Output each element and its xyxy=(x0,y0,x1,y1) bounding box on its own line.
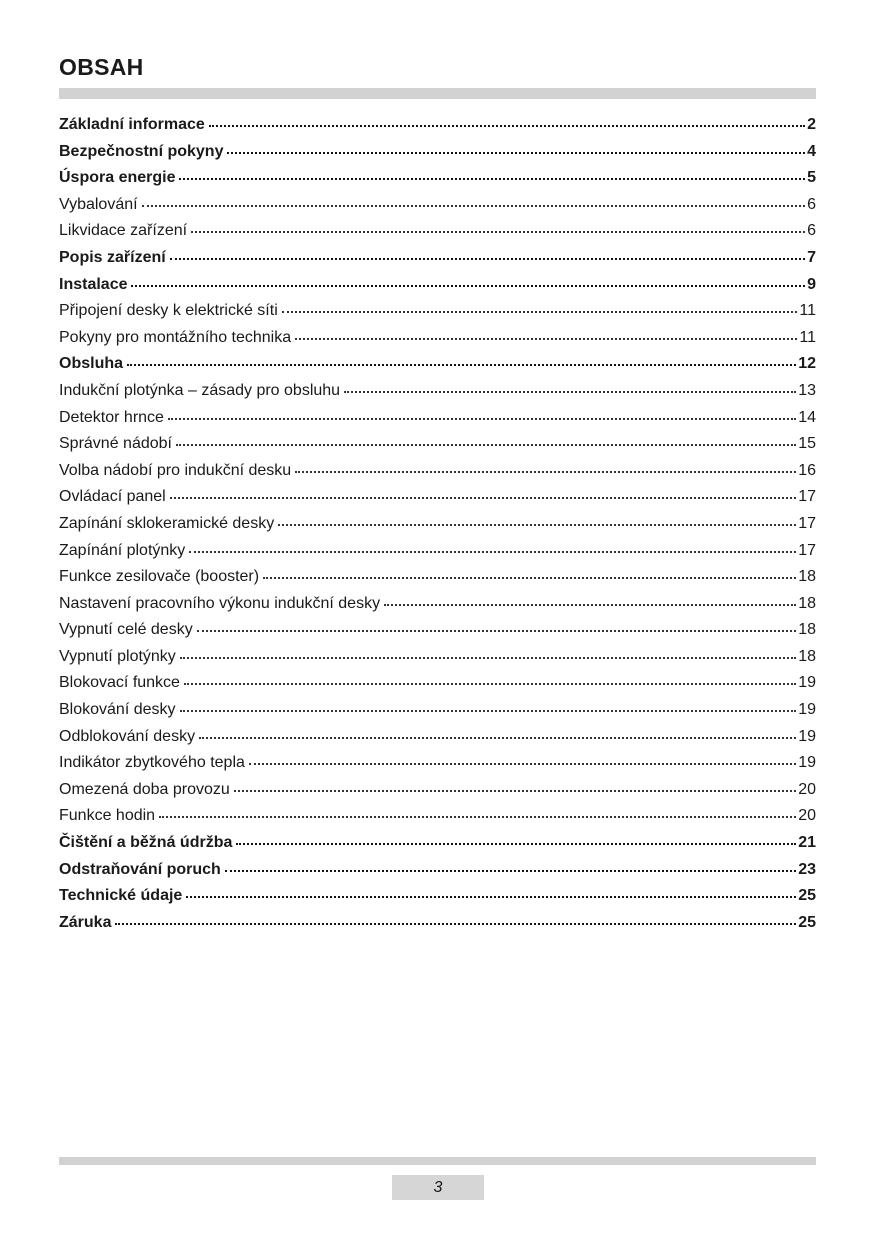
toc-dot-leader xyxy=(263,576,796,579)
toc-dot-leader xyxy=(170,257,805,260)
toc-dot-leader xyxy=(159,815,796,818)
toc-entry-label: Bezpečnostní pokyny xyxy=(59,142,224,160)
toc-entry-label: Vybalování xyxy=(59,195,138,213)
toc-entry-label: Vypnutí celé desky xyxy=(59,621,193,639)
toc-dot-leader xyxy=(225,869,796,872)
toc-entry-label: Indukční plotýnka – zásady pro obsluhu xyxy=(59,381,341,399)
toc-dot-leader xyxy=(127,363,796,366)
page-title: OBSAH xyxy=(59,54,144,80)
toc-entry-label: Blokování desky xyxy=(59,701,176,719)
toc-entry xyxy=(59,484,816,511)
toc-dot-leader xyxy=(234,789,796,792)
toc-entry-page: 21 xyxy=(798,834,816,852)
toc-entry-label: Vypnutí plotýnky xyxy=(59,647,176,665)
toc-entry-page: 20 xyxy=(798,807,816,825)
toc-entry xyxy=(59,910,816,937)
toc-entry-page: 15 xyxy=(798,435,816,453)
toc-dot-leader xyxy=(180,656,796,659)
page-number: 3 xyxy=(392,1175,484,1200)
toc-entry xyxy=(59,777,816,804)
toc-entry-label: Úspora energie xyxy=(59,169,176,187)
toc-entry-label: Odstraňování poruch xyxy=(59,860,221,878)
toc-entry-label: Instalace xyxy=(59,275,128,293)
toc-entry xyxy=(59,617,816,644)
toc-entry-page: 12 xyxy=(798,355,816,373)
toc-entry-page: 5 xyxy=(807,169,816,187)
toc-entry-page: 6 xyxy=(807,222,816,240)
toc-entry xyxy=(59,857,816,884)
toc-entry-page: 2 xyxy=(807,116,816,133)
toc-dot-leader xyxy=(191,230,805,233)
toc-entry xyxy=(59,192,816,219)
toc-entry-label: Připojení desky k elektrické síti xyxy=(59,302,278,320)
toc-entry-label: Likvidace zařízení xyxy=(59,222,188,240)
toc-entry xyxy=(59,325,816,352)
toc-entry xyxy=(59,272,816,299)
toc-entry-label: Funkce hodin xyxy=(59,807,156,825)
toc-dot-leader xyxy=(197,629,797,632)
toc-entry-page: 11 xyxy=(799,328,816,346)
toc-entry-label: Blokovací funkce xyxy=(59,674,180,692)
toc-entry-page: 7 xyxy=(807,248,816,266)
toc-dot-leader xyxy=(236,842,796,845)
toc-dot-leader xyxy=(227,151,805,154)
toc-entry xyxy=(59,351,816,378)
toc-entry-label: Popis zařízení xyxy=(59,248,166,266)
toc-entry xyxy=(59,697,816,724)
toc-entry xyxy=(59,405,816,432)
table-of-contents xyxy=(59,112,816,936)
toc-entry xyxy=(59,139,816,166)
toc-entry xyxy=(59,511,816,538)
toc-entry xyxy=(59,298,816,325)
toc-dot-leader xyxy=(189,550,796,553)
toc-entry xyxy=(59,458,816,485)
toc-entry-label: Technické údaje xyxy=(59,887,183,905)
toc-entry-label: Čištění a běžná údržba xyxy=(59,834,233,852)
toc-entry xyxy=(59,112,816,139)
toc-entry-page: 20 xyxy=(798,780,816,798)
toc-entry-label: Volba nádobí pro indukční desku xyxy=(59,461,292,479)
toc-dot-leader xyxy=(209,124,805,127)
toc-entry-page: 19 xyxy=(798,754,816,772)
toc-entry-label: Správné nádobí xyxy=(59,435,172,453)
toc-entry-page: 19 xyxy=(798,701,816,719)
toc-dot-leader xyxy=(344,390,796,393)
toc-dot-leader xyxy=(115,922,796,925)
toc-entry-label: Indikátor zbytkového tepla xyxy=(59,754,245,772)
toc-entry-label: Odblokování desky xyxy=(59,727,196,745)
toc-entry-label: Obsluha xyxy=(59,355,124,373)
toc-entry-label: Detektor hrnce xyxy=(59,408,164,426)
toc-entry-page: 25 xyxy=(798,913,816,931)
toc-entry-page: 18 xyxy=(798,568,816,586)
toc-entry-page: 13 xyxy=(798,381,816,399)
footer-rule xyxy=(59,1157,816,1165)
toc-entry xyxy=(59,724,816,751)
toc-entry xyxy=(59,830,816,857)
toc-entry xyxy=(59,378,816,405)
toc-entry xyxy=(59,670,816,697)
toc-entry-label: Omezená doba provozu xyxy=(59,780,230,798)
toc-entry-label: Záruka xyxy=(59,913,112,931)
toc-entry-page: 18 xyxy=(798,594,816,612)
toc-entry-label: Ovládací panel xyxy=(59,488,166,506)
toc-entry-page: 17 xyxy=(798,541,816,559)
toc-dot-leader xyxy=(184,682,796,685)
toc-dot-leader xyxy=(131,284,805,287)
toc-dot-leader xyxy=(186,895,796,898)
toc-dot-leader xyxy=(295,337,797,340)
toc-entry-label: Nastavení pracovního výkonu indukční desky xyxy=(59,594,381,612)
toc-dot-leader xyxy=(180,709,797,712)
toc-dot-leader xyxy=(249,762,796,765)
toc-dot-leader xyxy=(176,443,796,446)
toc-entry-page: 19 xyxy=(798,674,816,692)
toc-entry-label: Zapínání plotýnky xyxy=(59,541,186,559)
toc-dot-leader xyxy=(278,523,796,526)
toc-entry-page: 6 xyxy=(807,195,816,213)
toc-entry xyxy=(59,750,816,777)
toc-entry-page: 17 xyxy=(798,488,816,506)
toc-dot-leader xyxy=(384,603,796,606)
toc-entry-page: 14 xyxy=(798,408,816,426)
toc-entry-label: Pokyny pro montážního technika xyxy=(59,328,292,346)
toc-entry xyxy=(59,245,816,272)
toc-entry xyxy=(59,883,816,910)
toc-entry xyxy=(59,591,816,618)
toc-entry-page: 25 xyxy=(798,887,816,905)
toc-dot-leader xyxy=(179,177,805,180)
toc-dot-leader xyxy=(199,736,796,739)
toc-entry-label: Základní informace xyxy=(59,116,205,133)
toc-dot-leader xyxy=(142,204,806,207)
toc-entry xyxy=(59,538,816,565)
toc-entry xyxy=(59,218,816,245)
toc-entry-page: 18 xyxy=(798,647,816,665)
toc-entry xyxy=(59,165,816,192)
toc-dot-leader xyxy=(168,417,796,420)
toc-entry-label: Zapínání sklokeramické desky xyxy=(59,514,275,532)
toc-entry xyxy=(59,644,816,671)
header-rule xyxy=(59,88,816,99)
toc-entry-page: 16 xyxy=(798,461,816,479)
toc-entry-page: 18 xyxy=(798,621,816,639)
toc-entry-label: Funkce zesilovače (booster) xyxy=(59,568,260,586)
toc-entry-page: 19 xyxy=(798,727,816,745)
toc-entry-page: 11 xyxy=(799,302,816,320)
toc-entry xyxy=(59,803,816,830)
toc-dot-leader xyxy=(295,470,796,473)
toc-entry xyxy=(59,564,816,591)
toc-entry-page: 9 xyxy=(807,275,816,293)
toc-entry-page: 4 xyxy=(807,142,816,160)
toc-entry-page: 17 xyxy=(798,514,816,532)
toc-dot-leader xyxy=(282,310,798,313)
toc-entry-page: 23 xyxy=(798,860,816,878)
toc-entry xyxy=(59,431,816,458)
toc-dot-leader xyxy=(170,496,796,499)
